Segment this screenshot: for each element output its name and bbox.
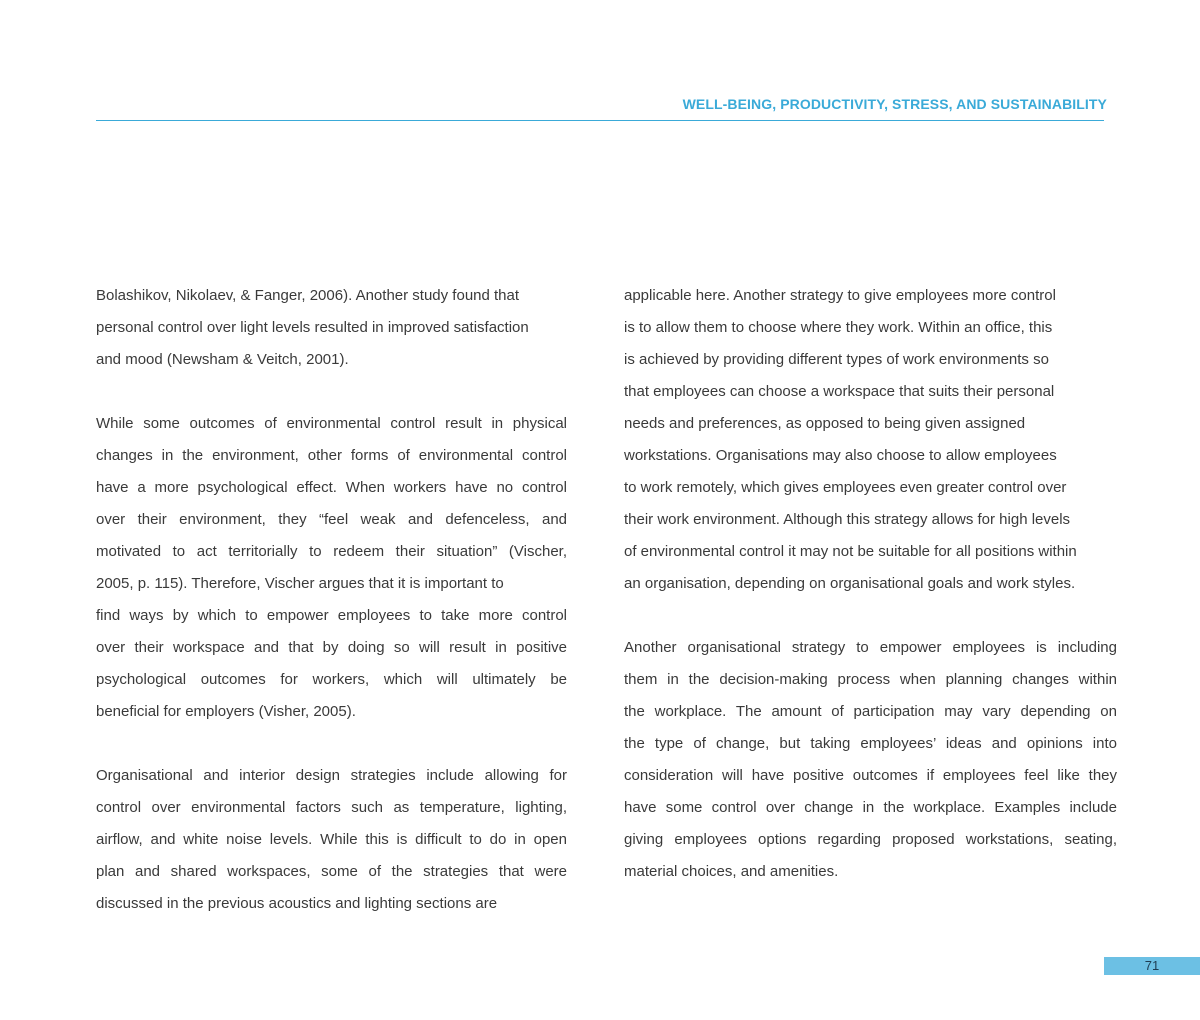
text-line: is to allow them to choose where they work. Within an office, this [624,319,1053,336]
paragraph [624,632,1117,888]
right-column [624,280,1117,888]
text-line: their work environment. Although this strategy allows for high levels [624,511,1071,528]
text-line: plan and shared workspaces, some of the strategies that were [96,863,567,880]
text-line: discussed in the previous acoustics and lighting sections are [96,895,498,912]
text-line: workstations. Organisations may also choose to allow employees [624,447,1057,464]
text-line: airflow, and white noise levels. While this is difficult to do in open [96,831,567,848]
text-line: of environmental control it may not be suitable for all positions within [624,543,1077,560]
text-line: consideration will have positive outcomes if employees feel like they [624,767,1117,784]
text-line: Another organisational strategy to empower employees is including [624,639,1117,656]
text-line: find ways by which to empower employees to take more control [96,607,567,624]
text-line: have some control over change in the workplace. Examples include [624,799,1117,816]
running-title: WELL-BEING, PRODUCTIVITY, STRESS, AND SUSTAINABILITY [682,96,1107,112]
paragraph-gap [96,728,567,760]
paragraph [96,280,567,376]
text-line: psychological outcomes for workers, which will ultimately be [96,671,567,688]
header-rule [96,120,1104,121]
text-line: giving employees options regarding proposed workstations, seating, [624,831,1117,848]
text-line: applicable here. Another strategy to give employees more control [624,287,1056,304]
text-line: 2005, p. 115). Therefore, Vischer argues that it is important to [96,575,504,592]
text-line: an organisation, depending on organisational goals and work styles. [624,575,1076,592]
text-line: control over environmental factors such as temperature, lighting, [96,799,567,816]
text-line: over their workspace and that by doing so will result in positive [96,639,567,656]
left-column [96,280,567,920]
text-line: changes in the environment, other forms of environmental control [96,447,567,464]
page-number: 71 [1104,957,1200,975]
text-line: motivated to act territorially to redeem their situation” (Vischer, [96,543,567,560]
text-line: While some outcomes of environmental control result in physical [96,415,567,432]
text-line: to work remotely, which gives employees even greater control over [624,479,1067,496]
paragraph-gap [624,600,1117,632]
paragraph-gap [96,376,567,408]
text-line: have a more psychological effect. When workers have no control [96,479,567,496]
text-line: and mood (Newsham & Veitch, 2001). [96,351,349,368]
text-line: over their environment, they “feel weak and defenceless, and [96,511,567,528]
paragraph [96,760,567,920]
paragraph [96,408,567,728]
text-line: beneficial for employers (Visher, 2005). [96,703,356,720]
text-line: personal control over light levels resulted in improved satisfaction [96,319,529,336]
text-line: Organisational and interior design strategies include allowing for [96,767,567,784]
paragraph [624,280,1117,600]
text-line: them in the decision-making process when planning changes within [624,671,1117,688]
text-line: material choices, and amenities. [624,863,839,880]
text-line: Bolashikov, Nikolaev, & Fanger, 2006). Another study found that [96,287,520,304]
text-line: that employees can choose a workspace that suits their personal [624,383,1055,400]
text-line: is achieved by providing different types of work environments so [624,351,1049,368]
text-line: the type of change, but taking employees’ ideas and opinions into [624,735,1117,752]
text-line: the workplace. The amount of participation may vary depending on [624,703,1117,720]
text-line: needs and preferences, as opposed to being given assigned [624,415,1026,432]
